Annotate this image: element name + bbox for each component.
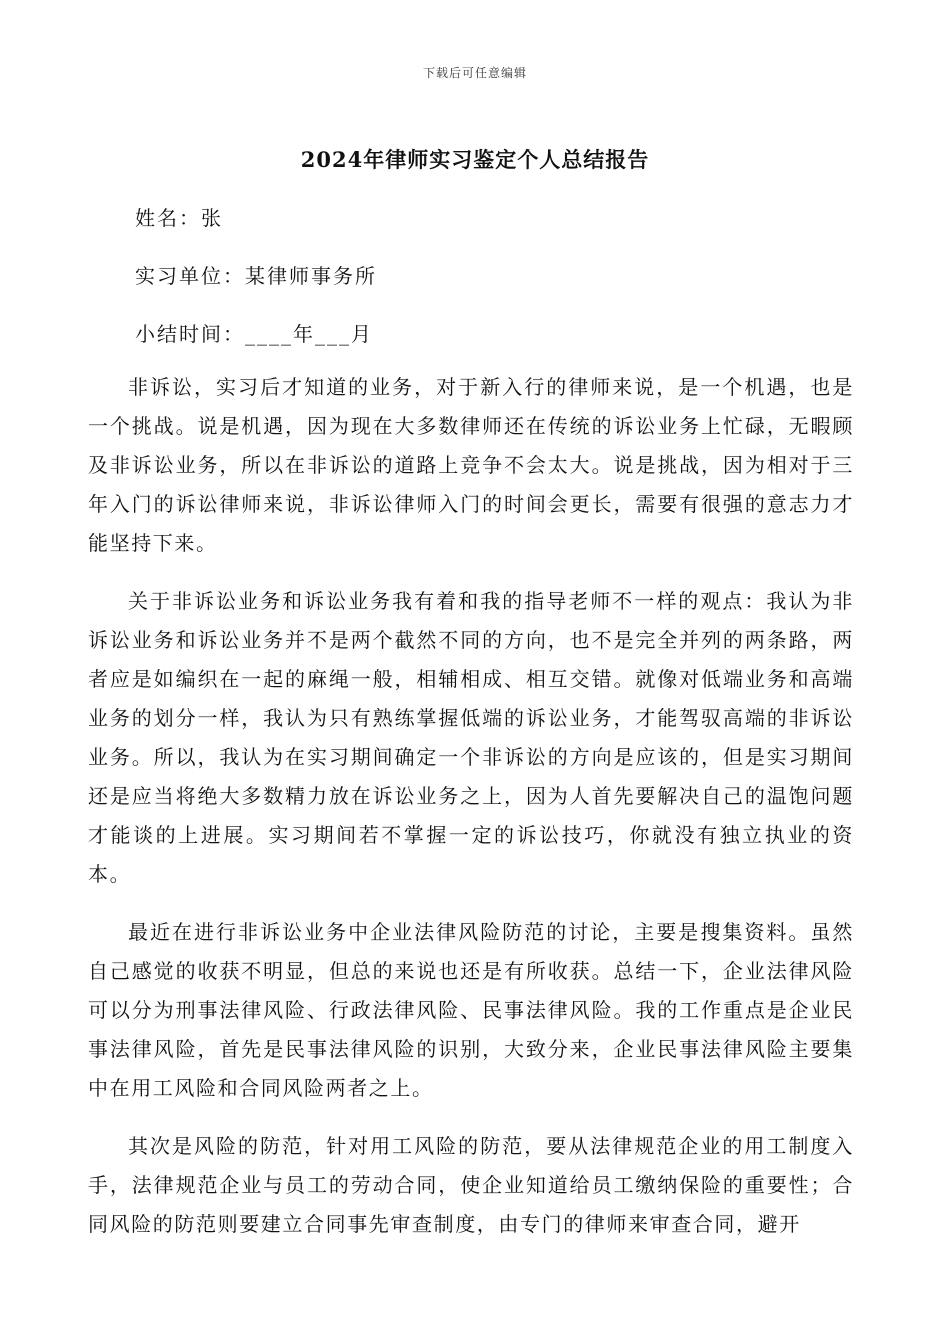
internship-unit-line: 实习单位：某律师事务所 — [135, 264, 377, 288]
name-line: 姓名：张 — [135, 206, 223, 230]
document-body — [88, 368, 854, 1263]
header-note: 下载后可任意编辑 — [422, 66, 527, 80]
summary-time-line: 小结时间：____年___月 — [135, 322, 373, 346]
document-title: 2024年律师实习鉴定个人总结报告 — [300, 147, 650, 172]
paragraph: 非诉讼，实习后才知道的业务，对于新入行的律师来说，是一个机遇，也是一个挑战。说是机遇，因为现在大多数律师还在传统的诉讼业务上忙碌，无暇顾及非诉讼业务，所以在非诉讼的道路上竞争不会太大。说是挑战，因为相对于三年入门的诉讼律师来说，非诉讼律师入门的时间会更长，需要有很强的意志力才能坚持下来。 — [88, 375, 854, 555]
paragraph: 其次是风险的防范，针对用工风险的防范，要从法律规范企业的用工制度入手，法律规范企业与员工的劳动合同，使企业知道给员工缴纳保险的重要性；合同风险的防范则要建立合同事先审查制度，由专门的律师来审查合同，避开 — [88, 1134, 854, 1236]
paragraph: 关于非诉讼业务和诉讼业务我有着和我的指导老师不一样的观点：我认为非诉讼业务和诉讼业务并不是两个截然不同的方向，也不是完全并列的两条路，两者应是如编织在一起的麻绳一般，相辅相成、相互交错。就像对低端业务和高端业务的划分一样，我认为只有熟练掌握低端的诉讼业务，才能驾驭高端的非诉讼业务。所以，我认为在实习期间确定一个非诉讼的方向是应该的，但是实习期间还是应当将绝大多数精力放在诉讼业务之上，因为人首先要解决自己的温饱问题才能谈的上进展。实习期间若不掌握一定的诉讼技巧，你就没有独立执业的资本。 — [88, 589, 854, 886]
paragraph: 最近在进行非诉讼业务中企业法律风险防范的讨论，主要是搜集资料。虽然自己感觉的收获不明显，但总的来说也还是有所收获。总结一下，企业法律风险可以分为刑事法律风险、行政法律风险、民事法律风险。我的工作重点是企业民事法律风险，首先是民事法律风险的识别，大致分来，企业民事法律风险主要集中在用工风险和合同风险两者之上。 — [88, 920, 854, 1100]
